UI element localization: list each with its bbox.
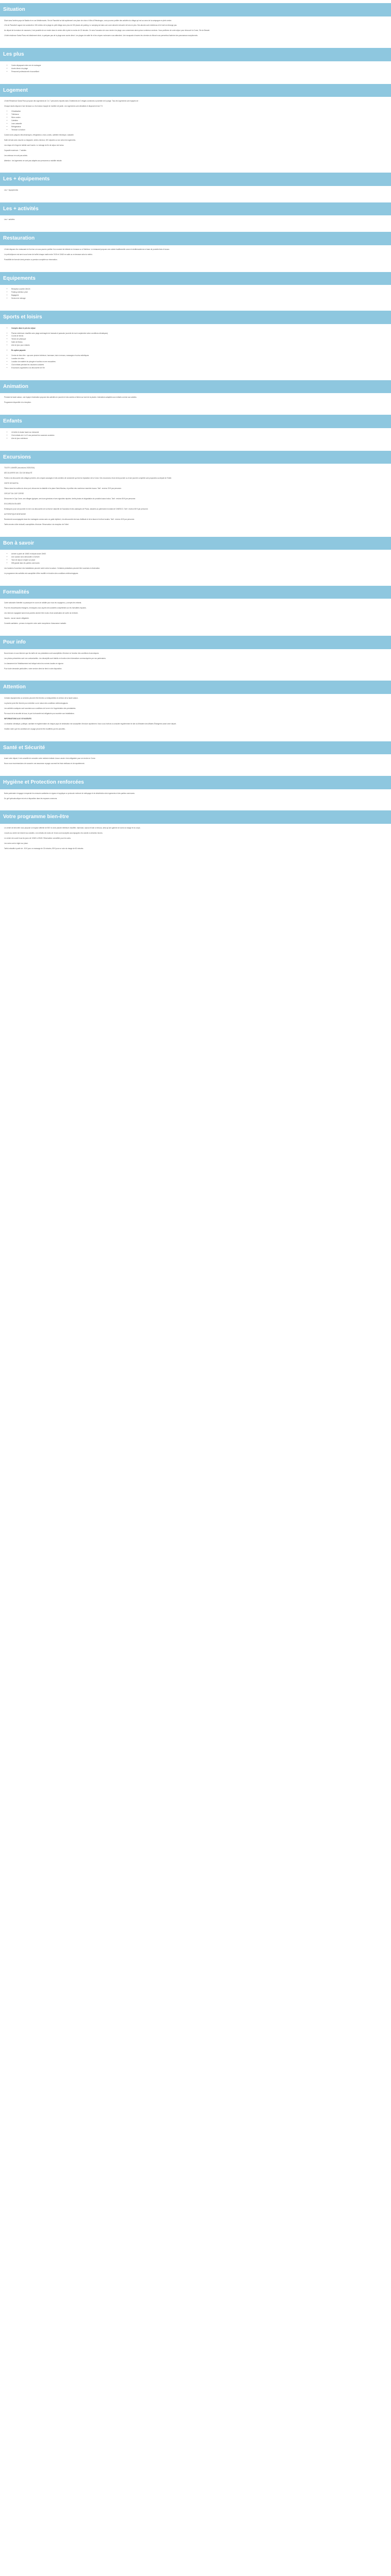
list-item: • Excursions organisées à la découverte de l'île [11, 367, 387, 369]
paragraph: Tarifs indicatifs à partir de : 50 € pour un massage de 30 minutes, 85 € pour un soin du visage de 60 minutes. [4, 847, 84, 850]
paragraph: Avant votre départ, il est conseillé de consulter votre médecin traitant. Aucun vaccin n'est obligatoire pour se rendre en Corse. [4, 757, 96, 760]
paragraph: Par souci de la sécurité de tous, le port du bracelet est obligatoire pour accéder aux installations. [4, 712, 75, 715]
section-body-excursions [0, 464, 391, 533]
list-item: • Une caution sera demandée à l'arrivée [11, 556, 387, 558]
section-body-attention [0, 694, 391, 738]
paragraph: La situation climatique, politique, sanitaire et réglementaire de chaque pays de destination est susceptible d'évoluer rapidement. Nous vous invitons à consulter régulièrement le site du Ministère des Affaires Étrangères avant votre départ. [4, 722, 176, 725]
list [4, 64, 387, 73]
list-item: • Réfrigérateur [11, 126, 387, 128]
section-title-equipements2: Equipements [0, 272, 391, 285]
paragraph: Programme disponible à la réception. [4, 401, 31, 404]
list-item: • Location de vélos [11, 358, 387, 360]
list-item: • Téléviseur [11, 113, 387, 116]
paragraph: Randonnée accompagnée dans les montagnes corses avec un guide diplômé, à la découverte des lacs d'altitude et de la faune et la flore locales. Tarif : environ 45 € par personne. [4, 518, 135, 520]
paragraph: Les animaux ne sont pas admis. [4, 154, 28, 157]
list-item: • Service de ménage [11, 297, 387, 300]
list-item: • Courts de tennis [11, 335, 387, 337]
list-item: • Salle de fitness [11, 341, 387, 344]
paragraph: Du gel hydroalcoolique est mis à disposition dans les espaces communs. [4, 797, 58, 800]
section-title-activites: Les + activités [0, 202, 391, 216]
paragraph: Découvrez le Cap Corse, ses villages typiques, ses tours génoises et ses vignobles réputés. Arrêts photos et dégustation de produits locaux inclus. Tarif : environ 55 € par personne. [4, 497, 136, 500]
paragraph: Capacité maximum : 7 adultes [4, 149, 26, 151]
list-item: • Climatisation [11, 110, 387, 113]
paragraph: L'hôtel dispose d'un restaurant et d'un bar où vous pourrez profiter d'un moment de détente en terrasse ou à l'intérieur. Le restaurant propose une cuisine traditionnelle corse et méditerranéenne à base de produits frais et locaux. [4, 248, 170, 250]
section-body-hygiene [0, 789, 391, 808]
paragraph: Attention : les logements ne sont pas adaptés aux personnes à mobilité réduite. [4, 159, 62, 162]
paragraph: Flânez dans les ruelles du vieux port, découvrez la citadelle et la place Saint-Nicolas, et profitez des nombreux marchés locaux. Tarif : environ 25 € par personne. [4, 487, 122, 490]
paragraph: VISITE DE BASTIA [4, 482, 19, 485]
section-title-formalites: Formalités [0, 586, 391, 599]
paragraph: INFORMATIONS AUX VOYAGEURS [4, 717, 31, 720]
paragraph: L'accès au centre est réservé aux adultes. Les enfants de moins de 16 ans sont acceptés accompagnés d'un adulte à certaines heures. [4, 832, 103, 834]
section-body-bon-a-savoir [0, 550, 391, 583]
list-item: • Club enfants de 4 à 12 ans pendant les vacances scolaires [11, 434, 387, 437]
list [4, 354, 387, 369]
section-body-activites [0, 215, 391, 229]
section-body-situation [0, 16, 391, 45]
paragraph: Situé dans l'arrière-pays de Bastia et en vue Méditerranée, l'île de Pianottoli se fait rapidement une place de choix à Ville-di-Pietrabugno, vous pourrez profiter des activités du village qui est au cœur de la campagne en plein centre. [4, 19, 172, 22]
list-item: • Parking extérieur privé [11, 291, 387, 294]
list-item: • Arrivée à partir de 16h00 et départ avant 10h00 [11, 553, 387, 555]
list-item: • Lave-vaisselle [11, 123, 387, 125]
section-body-logement [0, 97, 391, 170]
section-title-sante: Santé et Sécurité [0, 741, 391, 755]
list-item: • Micro-ondes [11, 116, 387, 119]
paragraph: Tarifs donnés à titre indicatif, susceptibles d'évoluer. Réservation à la réception de l'hôtel. [4, 523, 69, 526]
list-item: • Club enfants pendant les vacances scolaires [11, 364, 387, 366]
section-title-bon-a-savoir: Bon à savoir [0, 537, 391, 550]
paragraph: Au départ de la maison de vacances, il est possible de se rendre dans le centre-ville à pied en moins de 15 minutes. Ce sera l'occasion de vous rendre à la plage, aux commerces ainsi qu'aux nombreux services. Vous profiterez de votre séjour pour découvrir la Corse, l'île de Beauté. [4, 29, 210, 32]
list-item: • Terrain de pétanque [11, 338, 387, 341]
section-body-restauration [0, 245, 391, 269]
list [4, 332, 387, 347]
list-item: • Lit bébé et chaise haute sur demande [11, 431, 387, 434]
list-item: • Aire de jeux pour enfants [11, 344, 387, 347]
list-item: • Cadre dépaysant entre mer et montagne [11, 64, 387, 67]
paragraph: Carte nationale d'identité ou passeport en cours de validité pour tous les voyageurs, y compris les enfants. [4, 602, 82, 604]
paragraph: Le classement de l'établissement est indiqué selon les normes locales en vigueur. [4, 662, 64, 665]
paragraph: Les draps et le linge de toilette sont fournis. Le ménage de fin de séjour est inclus. [4, 144, 64, 146]
paragraph: Le programme des activités est susceptible d'être modifié en fonction des conditions météorologiques. [4, 572, 79, 574]
paragraph: Le centre de bien-être vous propose un espace détente de 500 m² avec piscine intérieure chauffée, hammam, sauna et bain à remous, ainsi qu'une gamme de soins du visage et du corps. [4, 826, 141, 829]
section-title-logement: Logement [0, 84, 391, 97]
section-title-attention: Attention [0, 681, 391, 694]
section-body-equipements [0, 186, 391, 199]
paragraph: Veuillez noter que les conditions de voyage peuvent être modifiées par les autorités. [4, 727, 66, 730]
section-title-hygiene: Hygiène et Protection renforcées [0, 776, 391, 789]
list [4, 327, 387, 330]
list-item-heading: • Compris dans le prix du séjour [11, 327, 387, 330]
section-body-sports [0, 324, 391, 377]
section-title-situation: Situation [0, 3, 391, 16]
list-item: • Centre de bien-être : spa avec piscine intérieure, hammam, bain à remous, massages et soins esthétiques [11, 354, 387, 357]
list-item: • Personnel professionnel et accueillant [11, 71, 387, 73]
paragraph: Partez à la découverte des villages perchés, des criques sauvages et des sentiers de randonnée qui font la réputation de la Corse. Des excursions d'une demi-journée ou d'une journée complète sont proposées au départ de l'hôtel. [4, 477, 172, 480]
paragraph: Pendant la haute saison, une équipe d'animation propose des activités en journée et des soirées à thème au bord de la piscine. Animations adaptées aux enfants comme aux adultes. [4, 396, 137, 399]
section-title-enfants: Enfants [0, 415, 391, 428]
paragraph: Nous vous recommandons de souscrire une assurance voyage couvrant les frais médicaux et de rapatriement. [4, 762, 85, 765]
paragraph: L'hôtel résidence Santa Pianu est idéalement situé, à quelques pas de la plage avec accès direct. Les plages de sable fin et les criques rocheuses vous attendent. Une escapade à travers les chemins du littoral vous permettra d'admirer des panoramas exceptionnels. [4, 35, 198, 37]
section-title-restauration: Restauration [0, 232, 391, 245]
page [0, 3, 391, 858]
paragraph: Embarquez pour une journée en mer à la découverte de la réserve naturelle de Scandola et des calanques de Piana, classées au patrimoine mondial de l'UNESCO. Tarif : environ 80 € par personne. [4, 507, 149, 510]
list [4, 288, 387, 300]
section-body-sante [0, 754, 391, 773]
list-item: • Bagagerie [11, 294, 387, 297]
section-title-sports: Sports et loisirs [0, 311, 391, 324]
section-body-enfants [0, 428, 391, 448]
paragraph: Pour toute demande particulière, notre service client se tient à votre disposition. [4, 667, 62, 670]
section-title-pour-info: Pour info [0, 636, 391, 649]
paragraph: Nous tenons à vous informer que les tarifs de nos prestations sont susceptibles d'évoluer en fonction des conditions économiques. [4, 652, 100, 654]
paragraph: Possibilité de formule demi-pension ou pension complète sur réservation. [4, 258, 58, 261]
paragraph: AUTHENTIQUE MONTAGNE [4, 513, 26, 515]
list-item-heading: • En option payante [11, 349, 387, 352]
list [4, 110, 387, 131]
paragraph: Les soins sont à régler sur place. [4, 842, 28, 844]
paragraph: La piscine peut être fermée pour entretien ou en raison des conditions météorologiques. [4, 702, 69, 704]
list-item: • Terrasse ou balcon [11, 129, 387, 131]
paragraph: Certains équipements ou services peuvent être fermés ou indisponibles en dehors de la haute saison. [4, 697, 78, 699]
section-body-formalites [0, 599, 391, 633]
paragraph: Conseils sanitaires : pensez à emporter votre carte européenne d'assurance maladie. [4, 622, 67, 625]
paragraph: Les activités nautiques sont soumises aux conditions de la mer et à l'appréciation des prestataires. [4, 707, 76, 709]
list [4, 349, 387, 352]
section-title-programme: Votre programme bien-être [0, 810, 391, 824]
list [4, 431, 387, 440]
section-body-programme [0, 824, 391, 858]
paragraph: Le petit-déjeuner est servi sous forme de buffet chaque matin entre 7h30 et 10h00 en salle ou en terrasse selon la météo. [4, 253, 93, 256]
section-title-excursions: Excursions [0, 451, 391, 464]
list [4, 553, 387, 565]
list-item: • Réception ouverte 24h/24 [11, 288, 387, 291]
list-item: • Cafetière [11, 120, 387, 122]
paragraph: DÉCOUVERTE DE L'ÎLE DE BEAUTÉ [4, 472, 32, 474]
paragraph: CIRCUIT DU CAP CORSE [4, 493, 24, 495]
paragraph: Les + équipements [4, 189, 19, 191]
paragraph: Salle de bain avec douche ou baignoire, sèche-cheveux, WC séparés ou non selon les logements. [4, 139, 76, 141]
paragraph: Chaque studio dispose d'une terrasse ou d'un balcon équipé de mobilier de jardin. Les logements sont climatisés et disposent d'une TV. [4, 105, 103, 108]
list-item: • Accès direct à la plage [11, 67, 387, 70]
paragraph: Les photos présentées sont non contractuelles. Les descriptifs sont établis en fonction des informations communiquées par nos partenaires. [4, 657, 106, 659]
paragraph: Notre partenaire s'engage à respecter les mesures sanitaires en vigueur et applique un protocole renforcé de nettoyage et de désinfection des logements et des parties communes. [4, 792, 135, 794]
section-title-plus: Les plus [0, 48, 391, 61]
paragraph: Les mineurs voyageant sans leurs parents doivent être munis d'une autorisation de sortie du territoire. [4, 612, 78, 615]
section-body-animation [0, 393, 391, 412]
list-item: • Taxe de séjour à régler sur place [11, 559, 387, 562]
section-body-plus [0, 61, 391, 81]
paragraph: Pour les ressortissants étrangers, renseignez-vous auprès des autorités compétentes sur les formalités requises. [4, 607, 87, 609]
list-item: • Location de matériel de plongée et sorties en mer encadrées [11, 361, 387, 363]
paragraph: Vaccins : aucun vaccin obligatoire. [4, 617, 29, 620]
paragraph: Les horaires d'ouverture des installations peuvent varier selon la saison. Certaines prestations peuvent être soumises à réservation. [4, 567, 100, 569]
list-item: • Aire de jeux extérieure [11, 437, 387, 440]
section-title-equipements: Les + équipements [0, 173, 391, 186]
paragraph: L'île de Pianottoli Lagune est construite à 150 mètres de la plage du petit village avec plus de 200 places de parking. Le camping est dans une zone arborée entourée de bois en pins. Ses abords sont entretenus et le bruit ne dérange pas. [4, 24, 177, 27]
paragraph: Cuisine avec plaques vitrocéramiques, réfrigérateur, micro-ondes, cafetière électrique, vaisselle [4, 133, 74, 136]
list-item: • Piscine extérieure chauffée avec plage aménagée de transats et parasols (ouverte de mai à septembre selon conditions climatiques) [11, 332, 387, 335]
list-item: • Wifi gratuit dans les parties communes [11, 562, 387, 565]
section-title-animation: Animation [0, 380, 391, 394]
paragraph: TOUTE L'ANNÉE (excursions 2023/2024) [4, 467, 35, 469]
section-body-equipements2 [0, 285, 391, 308]
section-body-pour-info [0, 649, 391, 678]
paragraph: EXCURSION EN MER [4, 502, 21, 505]
paragraph: L'hôtel Résidence Santa Pianu propose des logements de 2 à 7 personnes répartis dans 3 bâtiments de 3 étages construits à proximité de la plage. Tous les logements sont équipés de : [4, 100, 139, 103]
paragraph: Le centre est ouvert tous les jours de 10h00 à 19h00. Réservation conseillée pour les soins. [4, 837, 71, 839]
paragraph: Les + activités [4, 218, 15, 221]
